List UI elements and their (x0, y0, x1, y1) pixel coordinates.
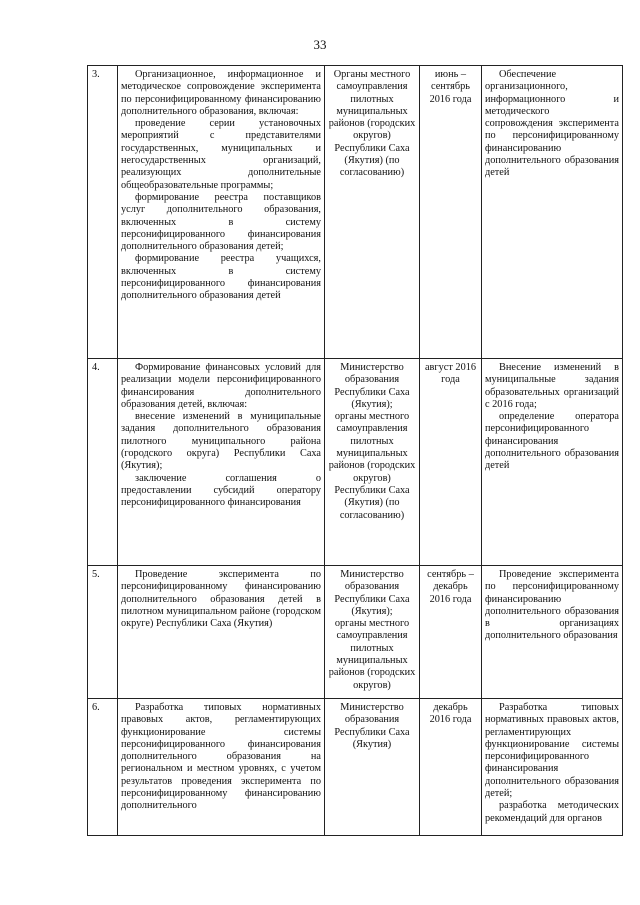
row-number: 3. (88, 66, 118, 359)
row-number: 5. (88, 566, 118, 699)
page-number: 33 (313, 37, 327, 52)
activity-text: заключение соглашения о предоставлении субсидий оператору персонифицированного финансирования (121, 472, 321, 509)
activity-text: Формирование финансовых условий для реализации модели персонифицированного финансирования дополнительного образования детей, включая: (121, 362, 321, 410)
row-number: 4. (88, 359, 118, 566)
activity-text: проведение серии установочных мероприятий с представителями государственных, муниципальных и негосударственных организаций, реализующих дополнительные общеобразовательные программы; (121, 118, 321, 191)
activity-text: Организационное, информационное и методическое сопровождение эксперимента по персонифицированному финансированию дополнительного образования, включая: (121, 69, 321, 117)
activity-cell (118, 359, 325, 566)
table-row (88, 699, 623, 836)
responsible-text: Министерство образования Республики Саха (Якутия); (334, 362, 410, 410)
responsible-text: Министерство образования Республики Саха (Якутия) (334, 702, 410, 750)
result-cell (482, 566, 623, 699)
responsible-cell (325, 359, 420, 566)
result-text: Внесение изменений в муниципальные задания образовательных организаций с 2016 года; (485, 362, 619, 410)
responsible-cell (325, 699, 420, 836)
plan-table-body (88, 66, 623, 836)
result-text: Обеспечение организационного, информационного и методического сопровождения эксперимента по персонифицированному финансированию дополнительного образования детей (485, 69, 619, 179)
activity-cell (118, 699, 325, 836)
plan-table (87, 65, 623, 836)
date-cell: сентябрь – декабрь 2016 года (420, 566, 482, 699)
result-text: Проведение эксперимента по персонифицированному финансированию дополнительного образования в организациях дополнительного образования (485, 569, 619, 642)
row-number: 6. (88, 699, 118, 836)
date-cell: август 2016 года (420, 359, 482, 566)
responsible-cell (325, 66, 420, 359)
table-row (88, 359, 623, 566)
responsible-text: органы местного самоуправления пилотных муниципальных районов (городских округов) Республики Саха (Якутия) (по согласованию) (328, 411, 416, 521)
result-text: Разработка типовых нормативных правовых актов, регламентирующих функционирование системы персонифицированного финансирования дополнительного образования детей; (485, 702, 619, 800)
activity-text: формирование реестра учащихся, включенных в систему персонифицированного финансирования дополнительного образования детей (121, 253, 321, 302)
activity-cell (118, 66, 325, 359)
date-cell: декабрь 2016 года (420, 699, 482, 836)
result-text: определение оператора персонифицированного финансирования дополнительного образования детей (485, 411, 619, 472)
activity-cell (118, 566, 325, 699)
activity-text: Разработка типовых нормативных правовых актов, регламентирующих функционирование системы персонифицированного финансирования дополнительного образования на региональном и местном уровнях, с учетом результатов проведения эксперимента по персонифицированному финансированию дополнительного (121, 702, 321, 812)
result-text: разработка методических рекомендаций для органов (485, 800, 619, 824)
responsible-text: органы местного самоуправления пилотных муниципальных районов (городских округов) (328, 618, 416, 691)
responsible-text: Министерство образования Республики Саха (Якутия); (334, 569, 410, 617)
table-row (88, 66, 623, 359)
result-cell (482, 66, 623, 359)
activity-text: формирование реестра поставщиков услуг дополнительного образования, включенных в систему персонифицированного финансирования дополнительного образования детей; (121, 191, 321, 253)
result-cell (482, 699, 623, 836)
table-row (88, 566, 623, 699)
responsible-cell (325, 566, 420, 699)
date-cell: июнь – сентябрь 2016 года (420, 66, 482, 359)
activity-text: Проведение эксперимента по персонифицированному финансированию дополнительного образования детей в пилотном муниципальном районе (городском округе) Республики Саха (Якутия) (121, 569, 321, 630)
result-cell (482, 359, 623, 566)
responsible-text: Органы местного самоуправления пилотных муниципальных районов (городских округов) Республики Саха (Якутия) (по согласованию) (328, 69, 416, 179)
activity-text: внесение изменений в муниципальные задания дополнительного образования пилотного муниципального района (городского округа) Республики Саха (Якутия); (121, 411, 321, 472)
